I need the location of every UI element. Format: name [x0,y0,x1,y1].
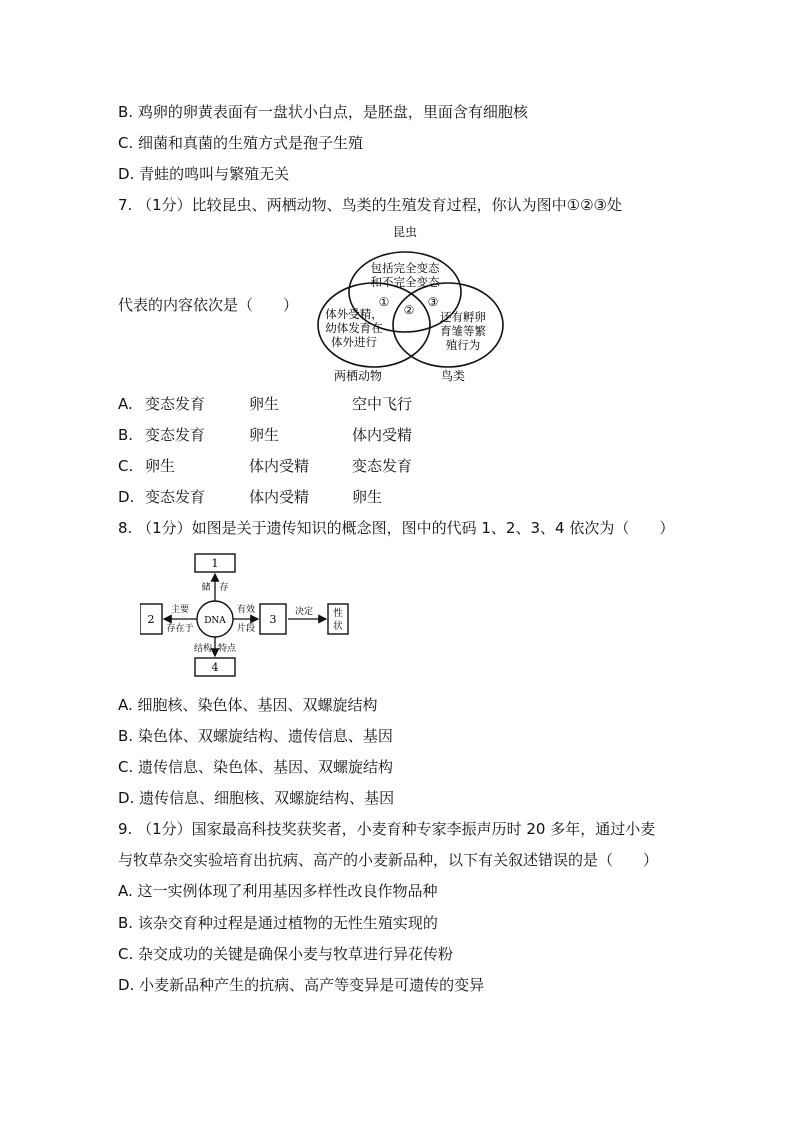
amphibian-text-2: 幼体发育在 [325,321,383,335]
svg-text:4: 4 [211,661,219,674]
q8-option-b: B. 染色体、双螺旋结构、遗传信息、基因 [118,727,393,745]
svg-text:存在于: 存在于 [166,624,194,634]
marker-2: ② [403,303,415,317]
svg-text:储: 储 [201,583,211,593]
bird-text-2: 育雏等繁 [440,324,486,338]
q6-option-b: B. 鸡卵的卵黄表面有一盘状小白点，是胚盘，里面含有细胞核 [118,103,528,121]
q7-venn-diagram [308,222,508,386]
insect-text-2: 和不完全变态 [370,275,440,289]
q8-option-a: A. 细胞核、染色体、基因、双螺旋结构 [118,696,378,714]
q8-stem: 8. （1分）如图是关于遗传知识的概念图，图中的代码 1、2、3、4 依次为（ ） [118,519,675,537]
q8-option-d: D. 遗传信息、细胞核、双螺旋结构、基因 [118,789,395,807]
q9-stem-line2: 与牧草杂交实验培育出抗病、高产的小麦新品种，以下有关叙述错误的是（ ） [118,851,659,869]
amphibian-label: 两栖动物 [333,369,383,383]
q6-option-d: D. 青蛙的鸣叫与繁殖无关 [118,165,290,183]
q9-option-b: B. 该杂交育种过程是通过植物的无性生殖实现的 [118,914,438,932]
marker-3: ③ [427,295,439,309]
q8-option-c: C. 遗传信息、染色体、基因、双螺旋结构 [118,758,394,776]
bird-text-1: 还有孵卵 [440,310,486,324]
amphibian-text-1: 体外受精， [325,307,383,321]
marker-1: ① [378,295,390,309]
svg-text:特点: 特点 [217,644,237,654]
svg-text:决定: 决定 [294,607,314,617]
q9-option-c: C. 杂交成功的关键是确保小麦与牧草进行异花传粉 [118,945,454,963]
insect-label: 昆虫 [392,225,418,239]
svg-text:片段: 片段 [236,624,256,634]
svg-text:性: 性 [333,608,343,619]
bird-text-3: 殖行为 [445,338,481,352]
q9-option-d: D. 小麦新品种产生的抗病、高产等变异是可遗传的变异 [118,976,485,994]
q9-stem-line1: 9. （1分）国家最高科技奖获奖者，小麦育种专家李振声历时 20 多年，通过小麦 [118,820,656,838]
svg-text:2: 2 [147,613,155,626]
svg-text:存: 存 [219,583,229,593]
q8-concept-map [140,552,350,680]
svg-text:3: 3 [269,613,277,626]
svg-text:状: 状 [333,621,343,632]
svg-text:有效: 有效 [236,605,256,615]
svg-text:结构: 结构 [193,644,213,654]
q7-stem-line1: 7. （1分）比较昆虫、两栖动物、鸟类的生殖发育过程，你认为图中①②③处 [118,196,622,214]
q7-stem-line2: 代表的内容依次是（ ） [118,296,299,314]
bird-label: 鸟类 [440,369,466,383]
svg-text:主要: 主要 [170,605,190,615]
dna-label: DNA [204,616,226,626]
q6-option-c: C. 细菌和真菌的生殖方式是孢子生殖 [118,134,364,152]
amphibian-text-3: 体外进行 [331,335,377,349]
q9-option-a: A. 这一实例体现了利用基因多样性改良作物品种 [118,882,438,900]
insect-text-1: 包括完全变态 [370,261,440,275]
svg-text:1: 1 [211,557,219,570]
